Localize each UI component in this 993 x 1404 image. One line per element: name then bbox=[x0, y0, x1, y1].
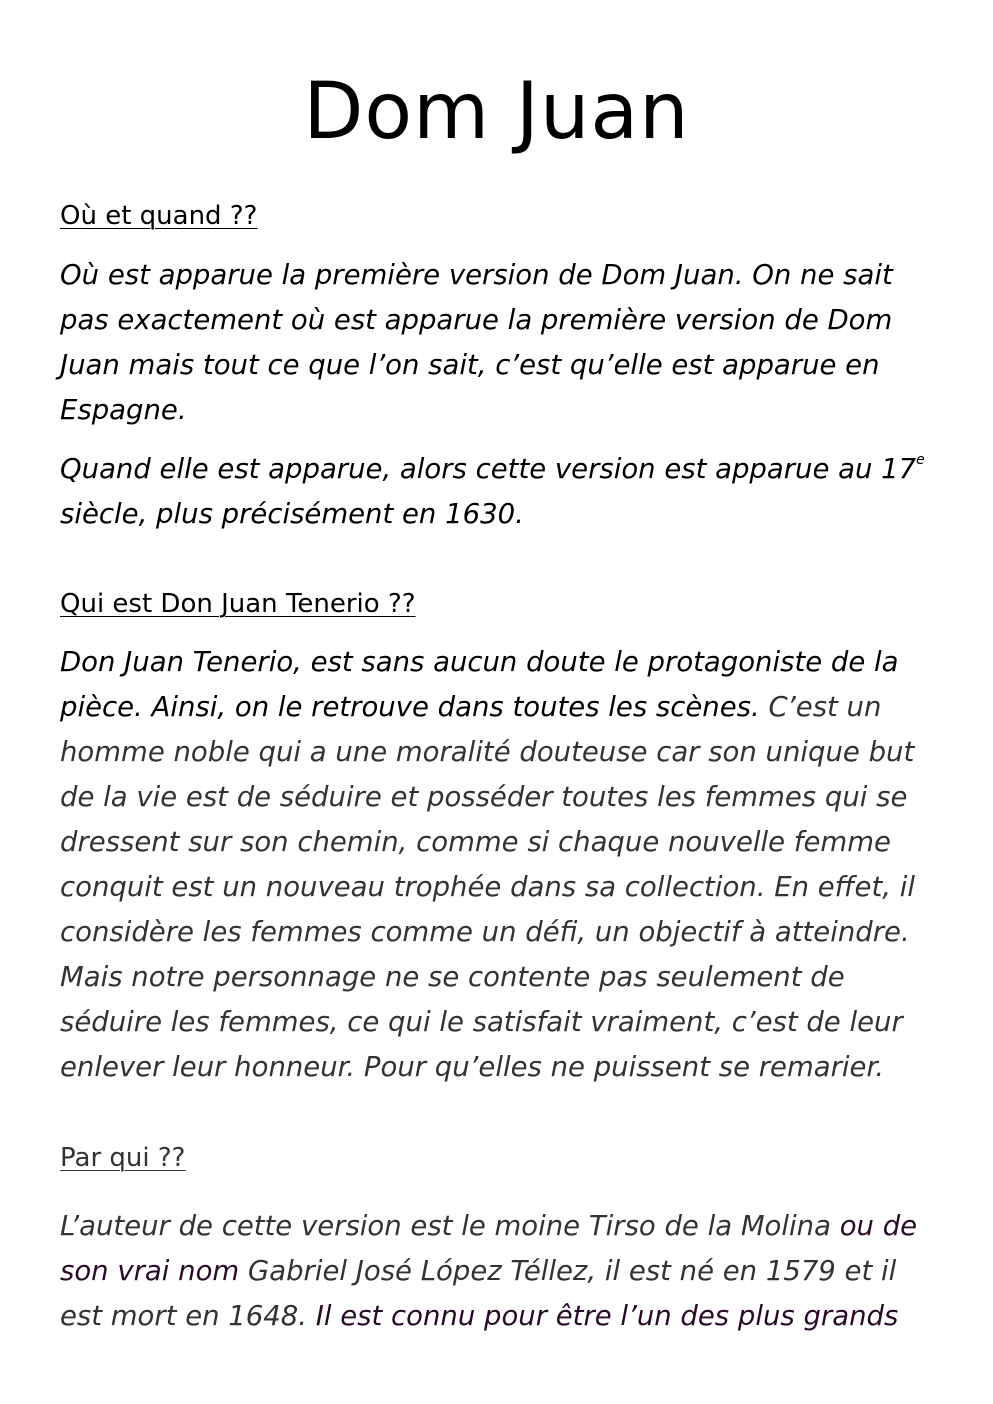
page-title: Dom Juan bbox=[303, 67, 690, 157]
text-line bbox=[60, 1204, 917, 1249]
text-line: Espagne. bbox=[60, 394, 187, 426]
text-line: enlever leur honneur. Pour qu’elles ne puissent se remarier. bbox=[60, 1051, 884, 1083]
text-line: homme noble qui a une moralité douteuse car son unique but bbox=[60, 736, 915, 768]
section-heading-qui-est: Qui est Don Juan Tenerio ?? bbox=[60, 589, 416, 619]
section-heading-par-qui: Par qui ?? bbox=[60, 1143, 186, 1173]
text-line: Mais notre personnage ne se contente pas seulement de bbox=[60, 961, 845, 993]
section-heading-ou-et-quand: Où et quand ?? bbox=[60, 201, 258, 231]
text-segment: Il est connu pour être l’un des plus grands bbox=[307, 1300, 899, 1332]
text-segment: est mort en 1648. bbox=[60, 1300, 308, 1332]
text-segment: ou de bbox=[830, 1210, 918, 1242]
paragraph-date bbox=[60, 447, 925, 537]
text-segment: pièce. Ainsi, on le retrouve dans toutes les scènes. bbox=[60, 691, 760, 723]
text-line: dressent sur son chemin, comme si chaque nouvelle femme bbox=[60, 826, 891, 858]
text-line: pas exactement où est apparue la première version de Dom bbox=[60, 304, 893, 336]
text-line: Don Juan Tenerio, est sans aucun doute le protagoniste de la bbox=[60, 646, 899, 678]
text-line bbox=[60, 447, 925, 492]
text-line: Où est apparue la première version de Dom Juan. On ne sait bbox=[60, 259, 893, 291]
text-line bbox=[60, 1249, 917, 1294]
text-line: siècle, plus précisément en 1630. bbox=[60, 498, 524, 530]
text-segment: Quand elle est apparue, alors cette version est apparue au 17 bbox=[60, 453, 917, 485]
text-segment: son vrai nom bbox=[60, 1255, 240, 1287]
text-line: de la vie est de séduire et posséder toutes les femmes qui se bbox=[60, 781, 908, 813]
text-line: Juan mais tout ce que l’on sait, c’est qu’elle est apparue en bbox=[60, 349, 880, 381]
superscript: e bbox=[916, 452, 925, 468]
text-line bbox=[60, 685, 915, 730]
text-segment: L’auteur de cette version est le moine Tirso de la Molina bbox=[60, 1210, 831, 1242]
text-line: considère les femmes comme un défi, un objectif à atteindre. bbox=[60, 916, 910, 948]
text-line bbox=[60, 1294, 917, 1339]
text-segment: C’est un bbox=[759, 691, 882, 723]
paragraph-author bbox=[60, 1204, 917, 1339]
text-line: séduire les femmes, ce qui le satisfait vraiment, c’est de leur bbox=[60, 1006, 903, 1038]
text-line: conquit est un nouveau trophée dans sa collection. En effet, il bbox=[60, 871, 915, 903]
paragraph-origin bbox=[60, 253, 893, 433]
paragraph-character bbox=[60, 640, 915, 1090]
text-segment: Gabriel José López Téllez, il est né en 1579 et il bbox=[239, 1255, 897, 1287]
